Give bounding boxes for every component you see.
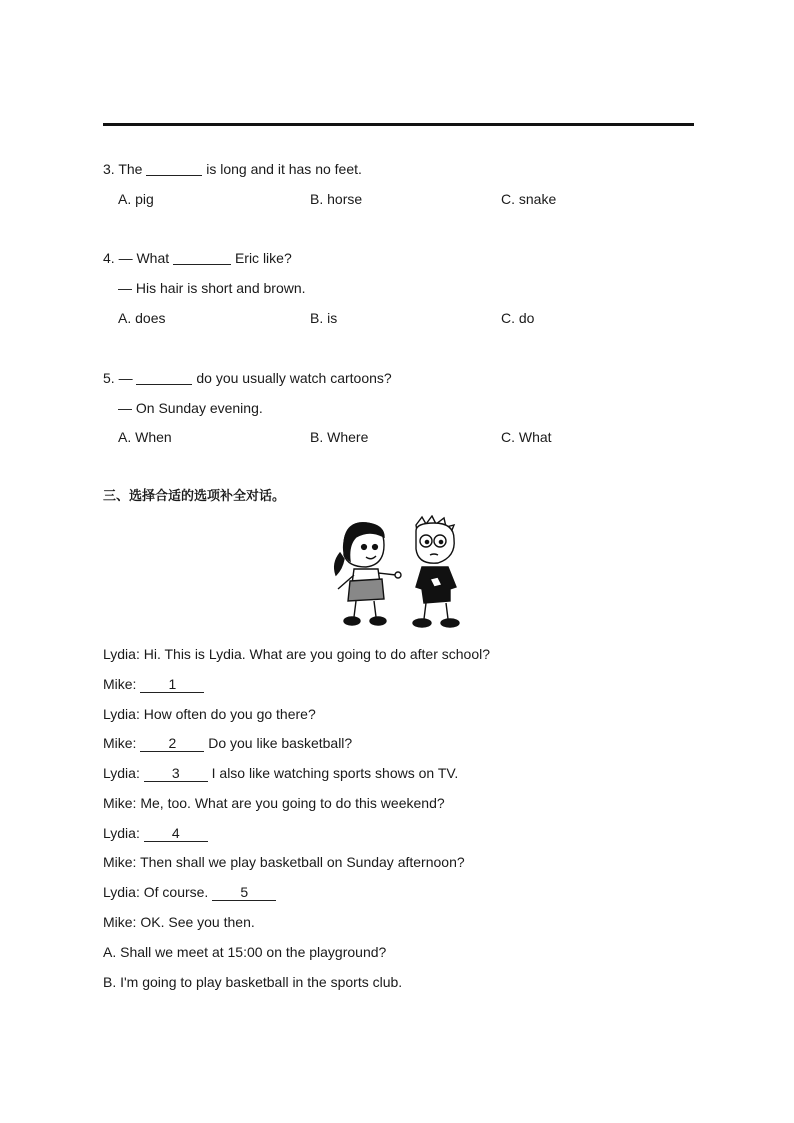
- question-4-options: [118, 309, 718, 327]
- numbered-blank[interactable]: 5: [212, 885, 276, 901]
- numbered-blank[interactable]: 2: [140, 736, 204, 752]
- boy-figure: [413, 516, 459, 627]
- girl-figure: [335, 523, 401, 625]
- numbered-blank[interactable]: 1: [140, 677, 204, 693]
- option-b[interactable]: B. horse: [310, 191, 363, 207]
- dialogue-line: Mike: Then shall we play basketball on Sunday afternoon?: [103, 854, 465, 870]
- question-5-answer-line: — On Sunday evening.: [118, 400, 263, 416]
- choice-b: B. I'm going to play basketball in the sports club.: [103, 974, 403, 990]
- option-a[interactable]: A. does: [118, 310, 166, 326]
- section-heading: 三、选择合适的选项补全对话。: [103, 489, 286, 504]
- question-5-options: [118, 428, 718, 446]
- option-a[interactable]: A. When: [118, 429, 172, 445]
- dialogue-line: Lydia: How often do you go there?: [103, 706, 316, 722]
- option-b[interactable]: B. is: [310, 310, 338, 326]
- dialogue-line: Lydia: Hi. This is Lydia. What are you going to do after school?: [103, 646, 491, 662]
- numbered-blank[interactable]: 3: [144, 766, 208, 782]
- numbered-blank[interactable]: 4: [144, 826, 208, 842]
- answer-blank[interactable]: [136, 370, 192, 385]
- question-5: 5. — do you usually watch cartoons?: [103, 370, 392, 386]
- header-rule: [103, 123, 694, 126]
- dialogue-line: Mike: Me, too. What are you going to do this weekend?: [103, 795, 445, 811]
- question-3: 3. The is long and it has no feet.: [103, 161, 362, 177]
- question-4: 4. — What Eric like?: [103, 250, 292, 266]
- choice-a: A. Shall we meet at 15:00 on the playground?: [103, 944, 387, 960]
- question-3-options: [118, 190, 718, 208]
- dialogue-line: Lydia: Of course. 5: [103, 883, 276, 901]
- question-4-answer-line: — His hair is short and brown.: [118, 280, 306, 296]
- dialogue-line: Mike: 1: [103, 675, 204, 693]
- dialogue-line: Lydia: 4: [103, 824, 208, 842]
- option-c[interactable]: C. snake: [501, 191, 557, 207]
- option-c[interactable]: C. do: [501, 310, 535, 326]
- children-illustration: [326, 515, 468, 633]
- option-a[interactable]: A. pig: [118, 191, 154, 207]
- dialogue-line: Lydia: 3 I also like watching sports shows on TV.: [103, 765, 459, 781]
- option-c[interactable]: C. What: [501, 429, 552, 445]
- answer-blank[interactable]: [173, 250, 231, 265]
- answer-blank[interactable]: [146, 161, 202, 176]
- option-b[interactable]: B. Where: [310, 429, 369, 445]
- dialogue-line: Mike: 2 Do you like basketball?: [103, 735, 353, 751]
- dialogue-line: Mike: OK. See you then.: [103, 914, 255, 930]
